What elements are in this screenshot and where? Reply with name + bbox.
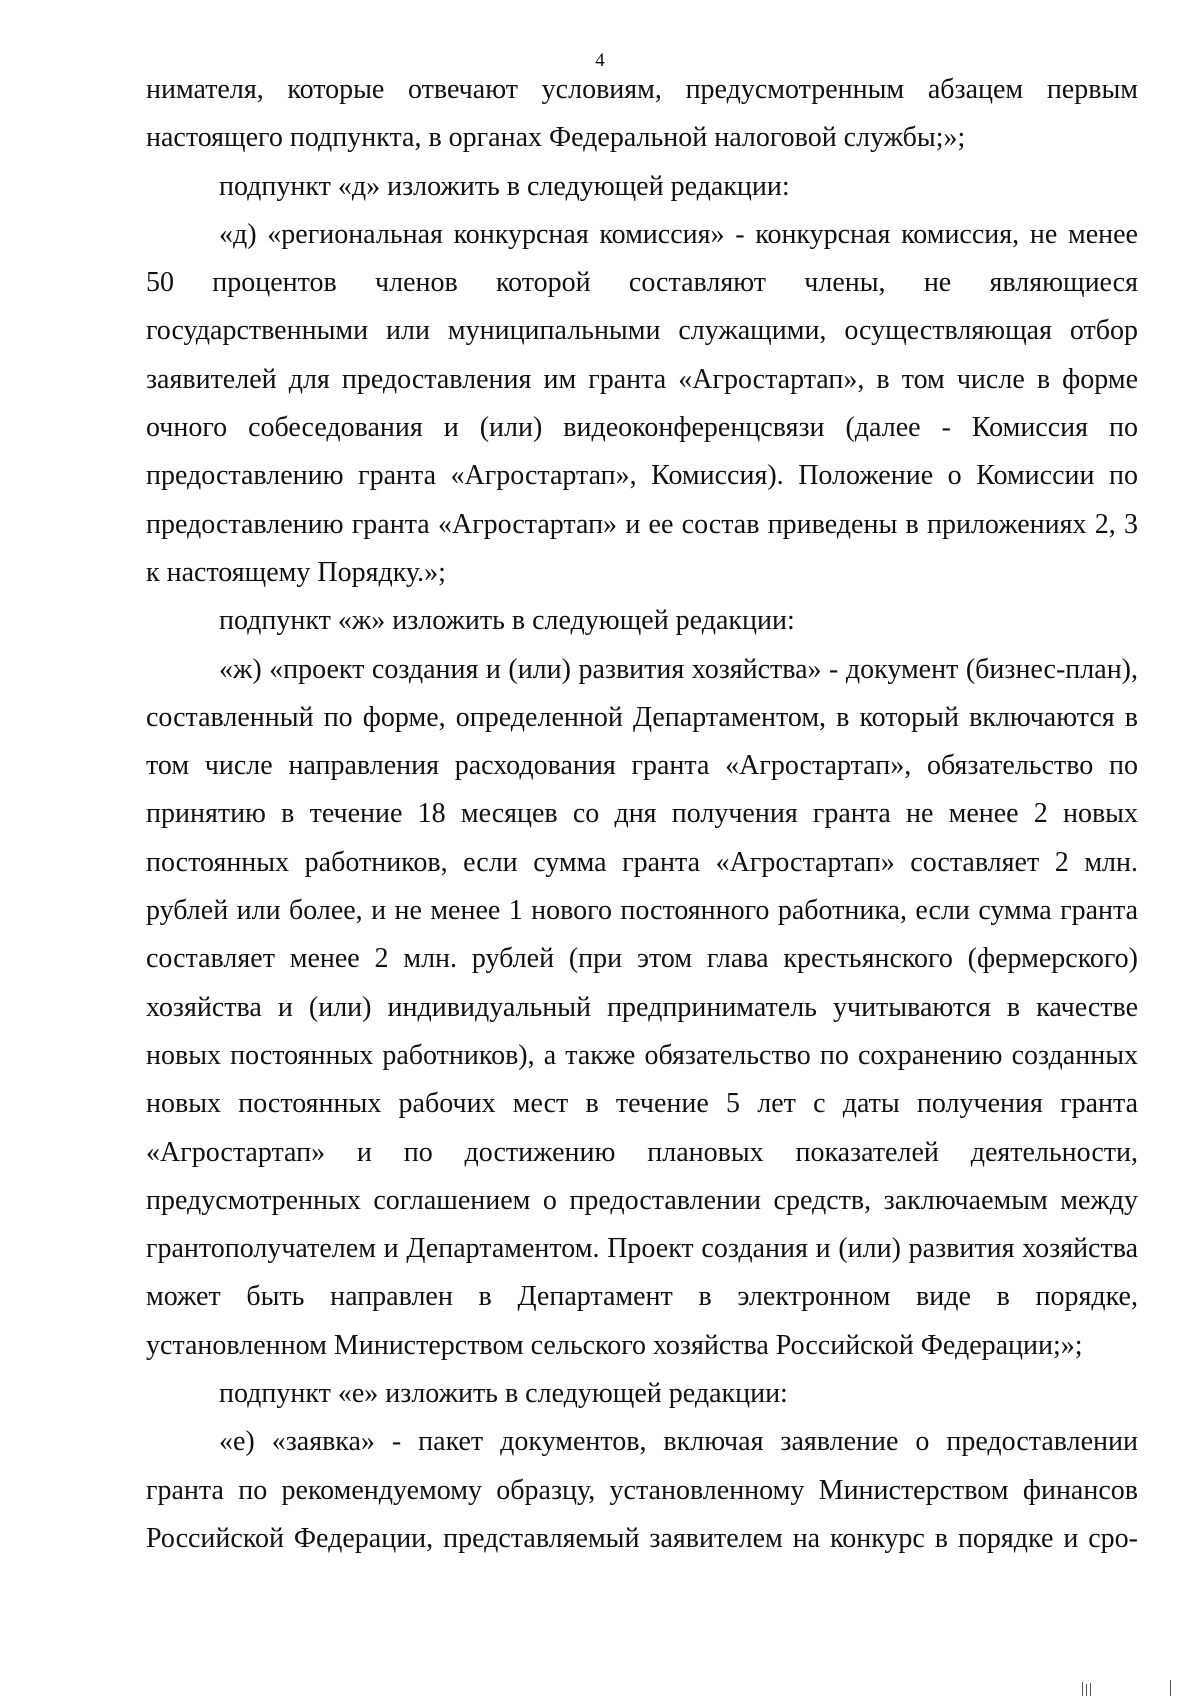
scan-mark (1090, 1683, 1091, 1696)
page-number: 4 (595, 50, 605, 71)
paragraph-definition-e: «е) «заявка» - пакет документов, включая заявление о предоставлении гранта по рекомендуемому образцу, установленному Министерством финансов Российской Федерации, представляемый заявителем на конкурс в порядке и сро- (146, 1426, 1138, 1554)
paragraph-definition-zh: «ж) «проект создания и (или) развития хозяйства» - документ (бизнес-план), составленный по форме, определенной Департаментом, в который включаются в том числе направления расходования гранта «Агростартап», обязательство по принятию в течение 18 месяцев со дня получения гранта не менее 2 новых постоянных работников, если сумма гранта «Агростартап» составляет 2 млн. рублей или более, и не менее 1 нового постоянного работника, если сумма гранта составляет менее 2 млн. рублей (при этом глава крестьянского (фермерского) хозяйства и (или) индивидуальный предприниматель учитываются в качестве новых постоянных работников), а также обязательство по сохранению созданных новых постоянных рабочих мест в течение 5 лет с даты получения гранта «Агростартап» и по достижению плановых показателей деятельности, предусмотренных соглашением о предоставлении средств, заключаемым между грантополучателем и Департаментом. Проект создания и (или) развития хозяйства может быть направлен в Департамент в электронном виде в порядке, установленном Министерством сельского хозяйства Российской Федерации;»; (146, 653, 1138, 1361)
paragraph-instruction-zh: подпункт «ж» изложить в следующей редакции: (219, 605, 795, 637)
scan-mark (1170, 1680, 1171, 1696)
scan-mark (1082, 1682, 1083, 1696)
paragraph-definition-d: «д) «региональная конкурсная комиссия» - конкурсная комиссия, не менее 50 процентов членов которой составляют члены, не являющиеся государственными или муниципальными служащими, осуществляющая отбор заявителей для предоставления им гранта «Агростартап», в том числе в форме очного собеседования и (или) видеоконференцсвязи (далее - Комиссия по предоставлению гранта «Агростартап», Комиссия). Положение о Комиссии по предоставлению гранта «Агростартап» и ее состав приведены в приложениях 2, 3 к настоящему Порядку.»; (146, 218, 1138, 588)
paragraph-instruction-e: подпункт «е» изложить в следующей редакции: (219, 1378, 788, 1410)
document-body (146, 66, 1138, 1563)
paragraph-continuation: нимателя, которые отвечают условиям, предусмотренным абзацем первым настоящего подпункта, в органах Федеральной налоговой службы;»; (146, 74, 1138, 154)
paragraph-instruction-d: подпункт «д» изложить в следующей редакции: (219, 170, 790, 202)
scan-mark (1086, 1684, 1087, 1696)
